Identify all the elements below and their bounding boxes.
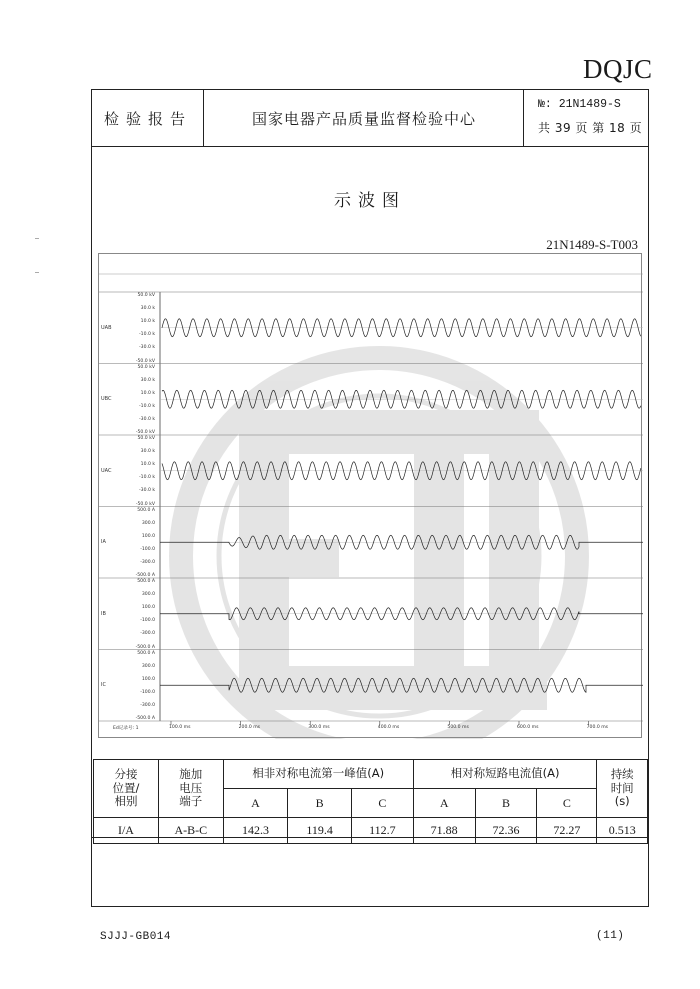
axis-tick-label: -500.0 A [135, 644, 155, 650]
axis-tick-label: 100.0 [141, 533, 155, 539]
axis-tick-label: -100.0 [140, 618, 155, 624]
axis-tick-label: 10.0 k [140, 390, 155, 396]
header-text: 分接 [114, 767, 138, 782]
cell-asym-b: 119.4 [288, 818, 352, 844]
phase-b-header: B [475, 789, 537, 818]
oscillogram-plot [99, 254, 643, 739]
channel-name: IC [101, 682, 106, 689]
figure-code: 21N1489-S-T003 [546, 237, 638, 252]
axis-tick-label: -500.0 A [135, 716, 155, 721]
axis-tick-label: 50.0 kV [137, 293, 155, 298]
scan-mark [35, 272, 39, 273]
time-tick-label: 100.0 ms [169, 725, 191, 730]
axis-tick-label: -50.0 kV [135, 501, 155, 507]
cell-sym-c: 72.27 [537, 818, 597, 844]
header-divider [523, 89, 524, 146]
col-sym-current: 相对称短路电流值(A) [413, 760, 597, 789]
channel-name: UAB [101, 324, 112, 331]
col-asym-peak: 相非对称电流第一峰值(A) [223, 760, 413, 789]
col-position [94, 760, 159, 818]
axis-tick-label: 10.0 k [140, 462, 155, 468]
axis-tick-label: 500.0 A [137, 507, 155, 513]
axis-tick-label: -50.0 kV [135, 358, 155, 364]
axis-tick-label: -30.0 k [138, 345, 155, 351]
axis-tick-label: -10.0 k [138, 403, 155, 409]
test-results-table [93, 759, 648, 844]
col-terminals [158, 760, 223, 818]
scan-mark [35, 238, 39, 239]
record-number-label: Ed记录号: 1 [113, 726, 139, 731]
header-divider [91, 146, 649, 147]
cell-duration: 0.513 [597, 818, 648, 844]
cell-sym-a: 71.88 [413, 818, 475, 844]
axis-tick-label: -30.0 k [138, 416, 155, 422]
header-divider [203, 89, 204, 146]
phase-a-header: A [413, 789, 475, 818]
channel-name: IB [101, 610, 106, 617]
axis-tick-label: 30.0 k [140, 449, 155, 455]
phase-b-header: B [288, 789, 352, 818]
figure-title: 示波图 [334, 191, 406, 211]
report-type-label: 检验报告 [103, 109, 192, 128]
phase-c-header: C [351, 789, 413, 818]
report-number: №: 21N1489-S [538, 98, 621, 111]
time-tick-label: 700.0 ms [586, 725, 609, 730]
time-tick-label: 200.0 ms [238, 725, 261, 730]
time-tick-label: 500.0 ms [447, 725, 469, 730]
header-text: 相别 [114, 794, 138, 809]
axis-tick-label: -300.0 [140, 631, 155, 637]
time-tick-label: 600.0 ms [517, 725, 539, 730]
phase-a-header: A [223, 789, 288, 818]
axis-tick-label: 50.0 kV [137, 364, 155, 370]
time-tick-label: 300.0 ms [308, 725, 330, 730]
header-text: (s) [614, 794, 630, 809]
axis-tick-label: 10.0 k [140, 319, 155, 325]
axis-tick-label: 50.0 kV [137, 436, 155, 441]
header-text: 位置/ [112, 780, 140, 795]
cell-terminals: A-B-C [158, 818, 223, 844]
axis-tick-label: 30.0 k [140, 377, 155, 383]
header-text: 时间 [610, 780, 634, 795]
header-text: 持续 [610, 767, 634, 782]
cell-asym-c: 112.7 [351, 818, 413, 844]
axis-tick-label: 300.0 [141, 663, 155, 669]
form-code: SJJJ-GB014 [100, 931, 172, 943]
cell-position: I/A [94, 818, 159, 844]
axis-tick-label: -100.0 [140, 689, 155, 695]
channel-name: IA [101, 539, 106, 546]
cell-sym-b: 72.36 [475, 818, 537, 844]
axis-tick-label: -300.0 [140, 559, 155, 565]
axis-tick-label: 100.0 [141, 605, 155, 611]
axis-tick-label: -300.0 [140, 702, 155, 708]
axis-tick-label: -500.0 A [135, 573, 155, 578]
page-count: 共 39 页 第 18 页 [538, 121, 643, 135]
cell-asym-a: 142.3 [223, 818, 288, 844]
phase-c-header: C [537, 789, 597, 818]
axis-tick-label: -10.0 k [138, 475, 155, 481]
axis-tick-label: 300.0 [141, 520, 155, 526]
axis-tick-label: -10.0 k [138, 332, 155, 338]
header-text: 电压 [179, 780, 203, 795]
axis-tick-label: 300.0 [141, 592, 155, 598]
channel-name: UAC [101, 467, 112, 474]
axis-tick-label: 500.0 A [137, 579, 155, 584]
channel-name: UBC [101, 396, 112, 403]
axis-tick-label: -30.0 k [138, 488, 155, 494]
header-text: 施加 [179, 767, 203, 782]
page-index: (11) [596, 930, 625, 942]
axis-tick-label: -100.0 [140, 546, 155, 552]
axis-tick-label: 500.0 A [137, 650, 155, 656]
col-duration [597, 760, 648, 818]
axis-tick-label: -50.0 kV [135, 430, 155, 435]
corner-mark: DQJC [583, 54, 653, 84]
eti-watermark [181, 358, 577, 739]
table-row [94, 818, 648, 844]
oscillogram [98, 253, 642, 738]
table-bottom-rule [91, 837, 649, 838]
axis-tick-label: 30.0 k [140, 306, 155, 312]
header-text: 端子 [179, 794, 203, 809]
time-tick-label: 400.0 ms [377, 725, 400, 730]
axis-tick-label: 100.0 [141, 676, 155, 682]
issuing-center: 国家电器产品质量监督检验中心 [251, 109, 476, 128]
